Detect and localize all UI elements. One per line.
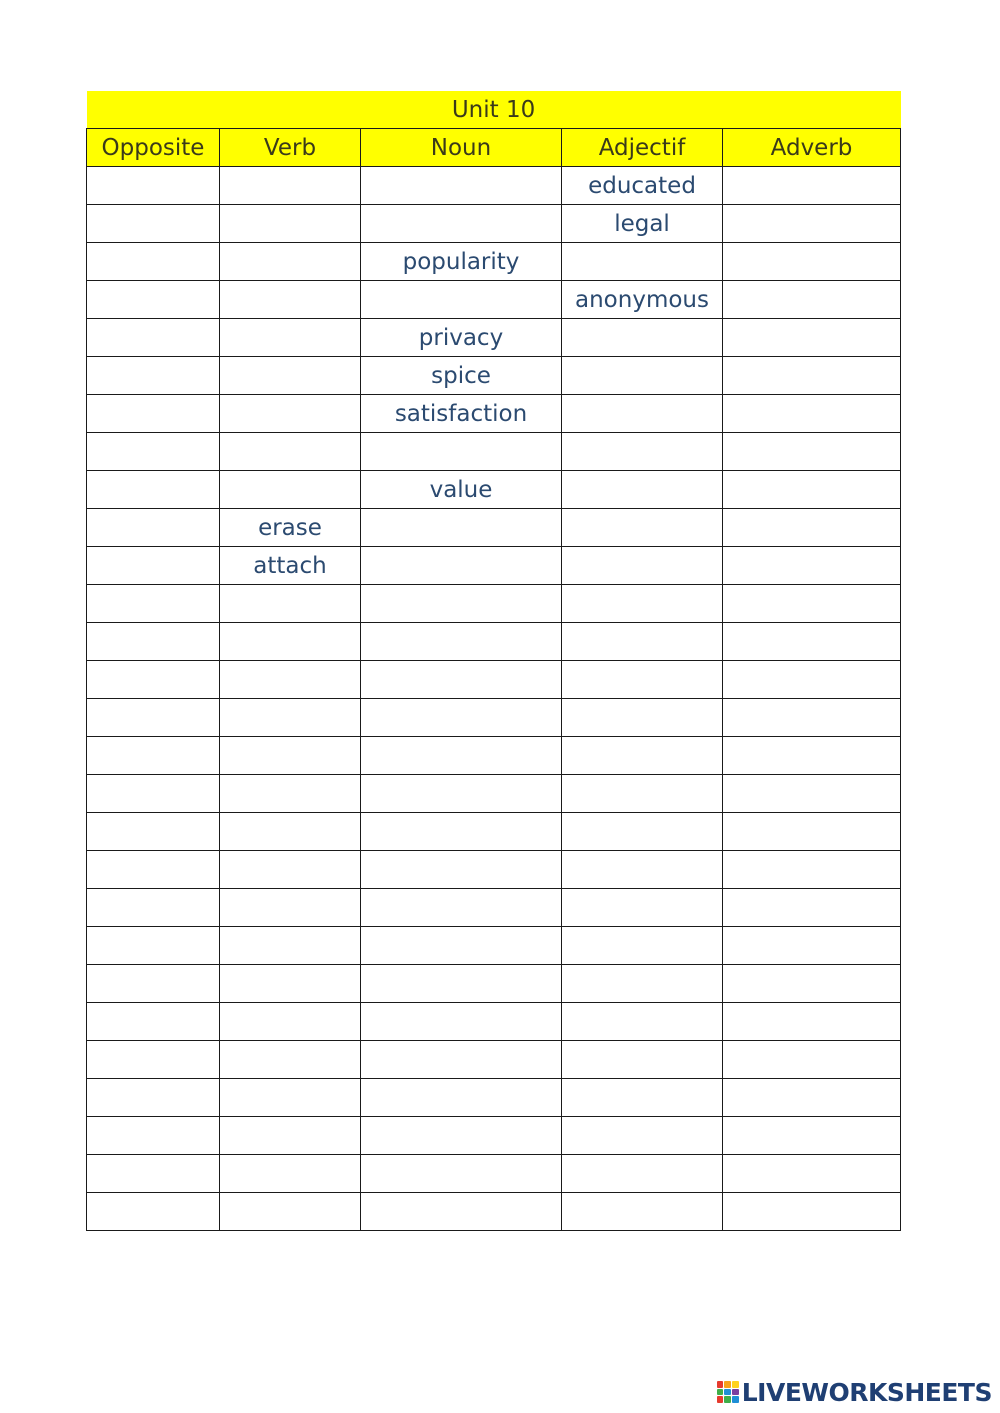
cell-noun[interactable] — [361, 661, 562, 699]
vocabulary-table — [86, 91, 901, 1231]
cell-opposite[interactable] — [87, 661, 220, 699]
table-row — [87, 1117, 901, 1155]
cell-opposite[interactable] — [87, 813, 220, 851]
cell-noun[interactable] — [361, 737, 562, 775]
cell-opposite[interactable] — [87, 281, 220, 319]
cell-opposite[interactable] — [87, 395, 220, 433]
cell-opposite[interactable] — [87, 737, 220, 775]
cell-adjectif[interactable]: anonymous — [562, 281, 723, 319]
cell-noun[interactable] — [361, 1193, 562, 1231]
table-row — [87, 433, 901, 471]
cell-adjectif[interactable] — [562, 889, 723, 927]
cell-opposite[interactable] — [87, 433, 220, 471]
table-row — [87, 547, 901, 585]
cell-verb[interactable] — [220, 813, 361, 851]
cell-verb[interactable] — [220, 357, 361, 395]
cell-verb[interactable]: attach — [220, 547, 361, 585]
cell-verb[interactable] — [220, 851, 361, 889]
cell-adjectif[interactable] — [562, 319, 723, 357]
cell-verb[interactable] — [220, 1117, 361, 1155]
liveworksheets-logo — [717, 1377, 992, 1407]
cell-adjectif[interactable] — [562, 851, 723, 889]
cell-verb[interactable] — [220, 243, 361, 281]
cell-adjectif[interactable] — [562, 509, 723, 547]
column-header-adjectif: Adjectif — [562, 129, 723, 167]
cell-adverb[interactable] — [723, 661, 901, 699]
cell-adverb[interactable] — [723, 585, 901, 623]
cell-verb[interactable] — [220, 585, 361, 623]
cell-adjectif[interactable] — [562, 585, 723, 623]
table-row — [87, 775, 901, 813]
cell-adverb[interactable] — [723, 395, 901, 433]
table-row — [87, 813, 901, 851]
cell-adverb[interactable] — [723, 927, 901, 965]
cell-adjectif[interactable] — [562, 243, 723, 281]
table-row — [87, 243, 901, 281]
cell-noun[interactable] — [361, 813, 562, 851]
column-header-noun: Noun — [361, 129, 562, 167]
cell-verb[interactable] — [220, 889, 361, 927]
cell-adverb[interactable] — [723, 471, 901, 509]
cell-opposite[interactable] — [87, 585, 220, 623]
cell-adverb[interactable] — [723, 357, 901, 395]
cell-adverb[interactable] — [723, 509, 901, 547]
cell-verb[interactable] — [220, 775, 361, 813]
cell-noun[interactable]: satisfaction — [361, 395, 562, 433]
table-row — [87, 471, 901, 509]
cell-noun[interactable] — [361, 851, 562, 889]
title-row — [87, 91, 901, 129]
cell-noun[interactable]: popularity — [361, 243, 562, 281]
table-row — [87, 205, 901, 243]
cell-adverb[interactable] — [723, 1117, 901, 1155]
cell-verb[interactable] — [220, 167, 361, 205]
table-row — [87, 395, 901, 433]
cell-opposite[interactable] — [87, 775, 220, 813]
cell-noun[interactable] — [361, 927, 562, 965]
cell-adverb[interactable] — [723, 699, 901, 737]
cell-adverb[interactable] — [723, 1193, 901, 1231]
cell-verb[interactable] — [220, 737, 361, 775]
cell-adverb[interactable] — [723, 1155, 901, 1193]
cell-adverb[interactable] — [723, 813, 901, 851]
cell-noun[interactable] — [361, 623, 562, 661]
cell-verb[interactable] — [220, 205, 361, 243]
cell-adjectif[interactable] — [562, 1003, 723, 1041]
table-row — [87, 965, 901, 1003]
cell-noun[interactable] — [361, 1003, 562, 1041]
cell-adjectif[interactable] — [562, 547, 723, 585]
table-title: Unit 10 — [87, 91, 901, 129]
cell-adjectif[interactable] — [562, 775, 723, 813]
cell-noun[interactable] — [361, 167, 562, 205]
column-header-opposite: Opposite — [87, 129, 220, 167]
cell-noun[interactable] — [361, 585, 562, 623]
cell-verb[interactable] — [220, 927, 361, 965]
cell-adjectif[interactable] — [562, 1041, 723, 1079]
cell-noun[interactable] — [361, 433, 562, 471]
cell-adverb[interactable] — [723, 623, 901, 661]
cell-opposite[interactable] — [87, 1193, 220, 1231]
cell-adjectif[interactable] — [562, 965, 723, 1003]
cell-adverb[interactable] — [723, 433, 901, 471]
cell-adverb[interactable] — [723, 889, 901, 927]
header-row — [87, 129, 901, 167]
logo-text: LIVEWORKSHEETS — [741, 1377, 992, 1407]
cell-noun[interactable]: privacy — [361, 319, 562, 357]
liveworksheets-logo-icon — [717, 1381, 739, 1403]
cell-adverb[interactable] — [723, 737, 901, 775]
cell-adverb[interactable] — [723, 965, 901, 1003]
table-row — [87, 167, 901, 205]
cell-adverb[interactable] — [723, 319, 901, 357]
cell-opposite[interactable] — [87, 851, 220, 889]
table-body — [87, 167, 901, 1231]
cell-noun[interactable] — [361, 1117, 562, 1155]
table-row — [87, 1003, 901, 1041]
cell-opposite[interactable] — [87, 243, 220, 281]
cell-verb[interactable] — [220, 319, 361, 357]
cell-opposite[interactable] — [87, 1079, 220, 1117]
cell-adjectif[interactable] — [562, 471, 723, 509]
cell-adverb[interactable] — [723, 547, 901, 585]
cell-noun[interactable] — [361, 775, 562, 813]
cell-opposite[interactable] — [87, 623, 220, 661]
cell-opposite[interactable] — [87, 205, 220, 243]
table-row — [87, 851, 901, 889]
cell-adverb[interactable] — [723, 167, 901, 205]
cell-verb[interactable] — [220, 1193, 361, 1231]
cell-adjectif[interactable] — [562, 927, 723, 965]
cell-noun[interactable] — [361, 699, 562, 737]
cell-noun[interactable] — [361, 889, 562, 927]
cell-adverb[interactable] — [723, 851, 901, 889]
cell-adjectif[interactable] — [562, 1155, 723, 1193]
cell-opposite[interactable] — [87, 547, 220, 585]
table-row — [87, 737, 901, 775]
column-header-adverb: Adverb — [723, 129, 901, 167]
table-row — [87, 1041, 901, 1079]
cell-verb[interactable]: erase — [220, 509, 361, 547]
cell-verb[interactable] — [220, 1155, 361, 1193]
cell-adverb[interactable] — [723, 775, 901, 813]
cell-opposite[interactable] — [87, 357, 220, 395]
cell-opposite[interactable] — [87, 1003, 220, 1041]
cell-adjectif[interactable] — [562, 1117, 723, 1155]
cell-noun[interactable] — [361, 1155, 562, 1193]
table-row — [87, 889, 901, 927]
cell-noun[interactable] — [361, 547, 562, 585]
cell-opposite[interactable] — [87, 319, 220, 357]
table-row — [87, 509, 901, 547]
cell-opposite[interactable] — [87, 927, 220, 965]
cell-adjectif[interactable] — [562, 357, 723, 395]
cell-opposite[interactable] — [87, 965, 220, 1003]
cell-adjectif[interactable] — [562, 395, 723, 433]
cell-verb[interactable] — [220, 281, 361, 319]
cell-adjectif[interactable] — [562, 699, 723, 737]
table-row — [87, 357, 901, 395]
cell-opposite[interactable] — [87, 889, 220, 927]
table-row — [87, 927, 901, 965]
cell-opposite[interactable] — [87, 1155, 220, 1193]
cell-adverb[interactable] — [723, 1041, 901, 1079]
cell-opposite[interactable] — [87, 167, 220, 205]
cell-verb[interactable] — [220, 433, 361, 471]
cell-adjectif[interactable]: legal — [562, 205, 723, 243]
table-row — [87, 1155, 901, 1193]
cell-noun[interactable] — [361, 965, 562, 1003]
cell-verb[interactable] — [220, 699, 361, 737]
cell-verb[interactable] — [220, 1041, 361, 1079]
cell-adverb[interactable] — [723, 1079, 901, 1117]
cell-adverb[interactable] — [723, 281, 901, 319]
cell-verb[interactable] — [220, 965, 361, 1003]
cell-adverb[interactable] — [723, 205, 901, 243]
cell-noun[interactable] — [361, 205, 562, 243]
cell-noun[interactable] — [361, 281, 562, 319]
cell-adjectif[interactable] — [562, 1193, 723, 1231]
table-row — [87, 281, 901, 319]
column-header-verb: Verb — [220, 129, 361, 167]
table-row — [87, 319, 901, 357]
cell-adjectif[interactable] — [562, 433, 723, 471]
cell-verb[interactable] — [220, 395, 361, 433]
table-row — [87, 661, 901, 699]
cell-opposite[interactable] — [87, 1041, 220, 1079]
cell-noun[interactable] — [361, 1079, 562, 1117]
cell-opposite[interactable] — [87, 471, 220, 509]
cell-opposite[interactable] — [87, 509, 220, 547]
cell-verb[interactable] — [220, 661, 361, 699]
cell-verb[interactable] — [220, 1079, 361, 1117]
table-row — [87, 623, 901, 661]
cell-verb[interactable] — [220, 471, 361, 509]
cell-opposite[interactable] — [87, 699, 220, 737]
cell-adjectif[interactable] — [562, 661, 723, 699]
cell-adjectif[interactable]: educated — [562, 167, 723, 205]
cell-adjectif[interactable] — [562, 813, 723, 851]
cell-verb[interactable] — [220, 623, 361, 661]
table-row — [87, 1079, 901, 1117]
table-row — [87, 585, 901, 623]
cell-adverb[interactable] — [723, 243, 901, 281]
cell-adjectif[interactable] — [562, 737, 723, 775]
cell-adjectif[interactable] — [562, 1079, 723, 1117]
table-row — [87, 1193, 901, 1231]
cell-noun[interactable] — [361, 509, 562, 547]
cell-adverb[interactable] — [723, 1003, 901, 1041]
cell-verb[interactable] — [220, 1003, 361, 1041]
cell-adjectif[interactable] — [562, 623, 723, 661]
cell-opposite[interactable] — [87, 1117, 220, 1155]
cell-noun[interactable]: value — [361, 471, 562, 509]
cell-noun[interactable] — [361, 1041, 562, 1079]
cell-noun[interactable]: spice — [361, 357, 562, 395]
table-row — [87, 699, 901, 737]
